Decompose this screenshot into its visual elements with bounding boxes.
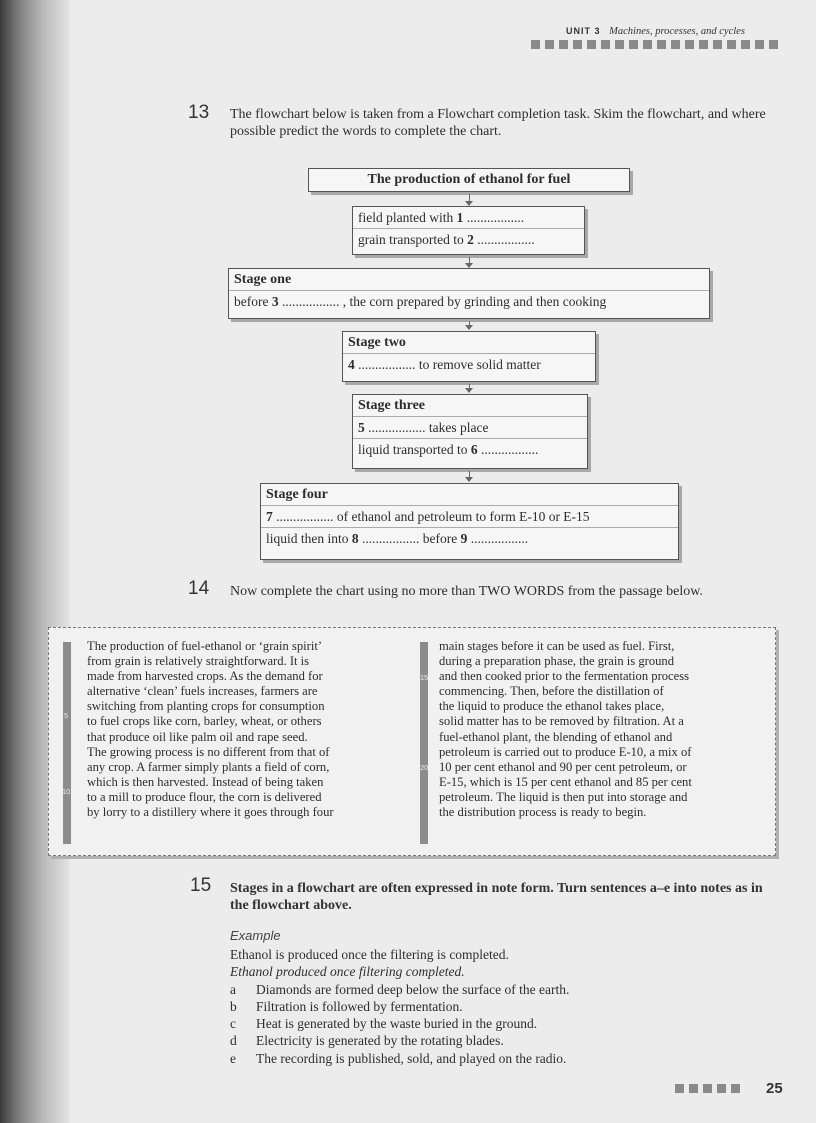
example-sentence: Ethanol is produced once the filtering is completed. — [230, 947, 509, 962]
passage-line: the distribution process is ready to begin. — [439, 805, 647, 820]
passage-line: from grain is relatively straightforward. It is — [87, 654, 310, 669]
list-item: a Diamonds are formed deep below the surface of the earth. — [230, 981, 570, 997]
stage-three-line-2: liquid transported to 6 ................. — [353, 438, 587, 460]
line-number-5: 5 — [64, 711, 69, 720]
unit-label: UNIT 3 — [566, 26, 601, 36]
passage-line: and then cooked prior to the fermentation process — [439, 669, 690, 684]
passage-line: made from harvested crops. As the demand for — [87, 669, 323, 684]
passage-line: to fuel crops like corn, barley, wheat, or others — [87, 714, 322, 729]
passage-line: E-15, which is 15 per cent ethanol and 85 per cent — [439, 774, 692, 789]
reading-passage — [48, 627, 776, 856]
unit-title: Machines, processes, and cycles — [609, 26, 745, 37]
passage-line: 10 per cent ethanol and 90 per cent petroleum, or — [439, 759, 687, 774]
task-15-body — [230, 946, 770, 1067]
list-item: b Filtration is followed by fermentation. — [230, 998, 463, 1014]
passage-line: alternative ‘clean’ fuels increases, farmers are — [87, 684, 318, 699]
stage-one-title: Stage one — [234, 272, 292, 287]
stage-two-line: 4 ................. to remove solid matter — [343, 353, 595, 375]
passage-line: The production of fuel-ethanol or ‘grain spirit’ — [87, 639, 323, 653]
passage-line: which is then harvested. Instead of being taken — [87, 774, 324, 789]
intro-line-1: field planted with 1 ................. — [358, 210, 525, 225]
passage-left-bar — [63, 642, 71, 844]
passage-line: The growing process is no different from that of — [87, 744, 330, 759]
example-label: Example — [230, 928, 281, 943]
passage-line: any crop. A farmer simply plants a field of corn, — [87, 759, 330, 774]
stage-four-line-1: 7 ................. of ethanol and petroleum to form E-10 or E-15 — [261, 505, 678, 527]
passage-line: that produce oil like palm oil and rape seed. — [87, 729, 308, 744]
stage-three-box — [352, 394, 588, 469]
task-14-instruction: Now complete the chart using no more than TWO WORDS from the passage below. — [230, 584, 703, 599]
task-15-number: 15 — [190, 875, 212, 896]
stage-four-line-2: liquid then into 8 ................. before 9 ................. — [261, 527, 678, 549]
passage-line: fuel-ethanol plant, the blending of ethanol and — [439, 729, 673, 744]
flowchart-title-box — [308, 168, 630, 192]
passage-line: to a mill to produce flour, the corn is delivered — [87, 789, 322, 804]
list-item: e The recording is published, sold, and played on the radio. — [230, 1050, 567, 1066]
running-header — [566, 26, 745, 37]
stage-two-box — [342, 331, 596, 382]
list-item: d Electricity is generated by the rotating blades. — [230, 1033, 504, 1049]
stage-three-title: Stage three — [358, 398, 425, 413]
line-number-20: 20 — [420, 763, 429, 772]
passage-line: during a preparation phase, the grain is ground — [439, 654, 675, 669]
list-item: c Heat is generated by the waste buried in the ground. — [230, 1016, 538, 1032]
task-13-number: 13 — [188, 102, 210, 123]
stage-two-title: Stage two — [348, 335, 406, 350]
task-13-instruction: The flowchart below is taken from a Flowchart completion task. Skim the flowchart, and where possible predict the words to complete the chart. — [230, 107, 766, 139]
passage-line: petroleum is carried out to produce E-10, a mix of — [439, 744, 692, 759]
passage-line: the liquid to produce the ethanol takes place, — [439, 699, 665, 714]
intro-line-2: grain transported to 2 ................. — [353, 228, 584, 250]
page-number: 25 — [766, 1080, 783, 1097]
stage-one-line: before 3 ................. , the corn prepared by grinding and then cooking — [229, 290, 709, 312]
header-decoration — [531, 40, 778, 49]
task-15-instruction: Stages in a flowchart are often expressed in note form. Turn sentences a–e into notes as in the flowchart above. — [230, 881, 763, 913]
flowchart-title: The production of ethanol for fuel — [367, 172, 571, 187]
stage-three-line-1: 5 ................. takes place — [353, 416, 587, 438]
passage-line: by lorry to a distillery where it goes through four — [87, 805, 334, 820]
line-number-15: 15 — [420, 673, 429, 682]
flowchart-intro-box — [352, 206, 585, 255]
passage-line: petroleum. The liquid is then put into storage and — [439, 789, 688, 804]
line-number-10: 10 — [62, 787, 71, 796]
passage-line: switching from planting crops for consumption — [87, 699, 325, 714]
passage-line: commencing. Then, before the distillation of — [439, 684, 664, 699]
task-14-number: 14 — [188, 578, 210, 599]
passage-line: solid matter has to be removed by filtration. At a — [439, 714, 684, 729]
stage-one-box — [228, 268, 710, 319]
example-note: Ethanol produced once filtering completed. — [230, 964, 465, 980]
footer-decoration — [675, 1084, 740, 1093]
passage-column-right — [439, 639, 769, 820]
book-spine-shadow — [0, 0, 70, 1123]
stage-four-title: Stage four — [266, 487, 328, 502]
passage-column-left — [87, 639, 407, 820]
stage-four-box — [260, 483, 679, 560]
passage-line: main stages before it can be used as fuel. First, — [439, 639, 675, 653]
